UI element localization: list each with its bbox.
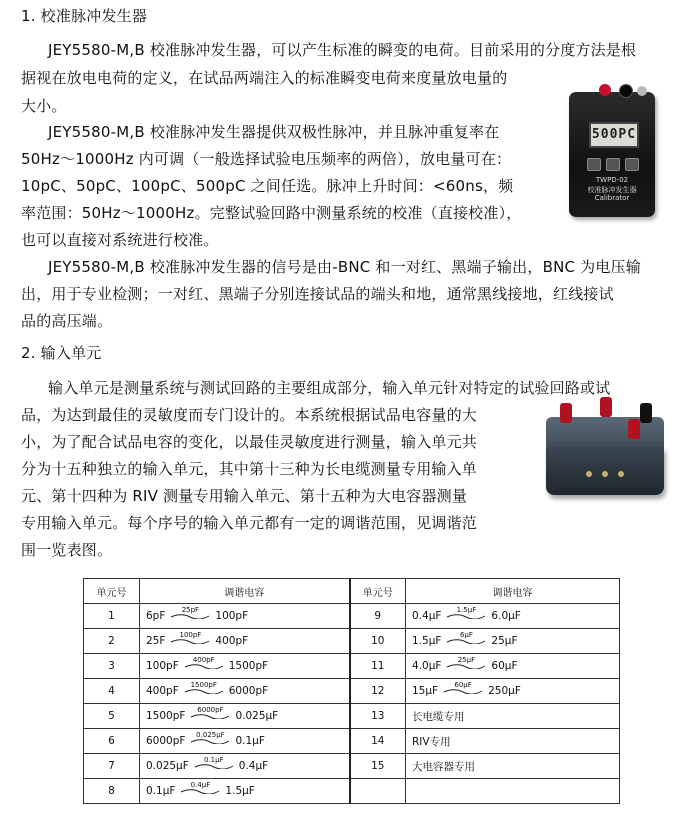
range-mid-label: 0.025μF [196, 731, 225, 739]
calibrator-model-label: TWPD-02 [595, 176, 629, 184]
calibrator-button [625, 158, 639, 171]
range-low-value: 6pF [146, 610, 166, 622]
unit-number: 3 [84, 654, 140, 679]
calibrator-name-label: 校准脉冲发生器 [587, 186, 637, 194]
tuning-cell [406, 654, 620, 679]
range-low-value: 1500pF [146, 710, 186, 722]
paragraph-line: JEY5580-M,B 校准脉冲发生器的信号是由-BNC 和一对红、黑端子输出，BNC 为电压输 [48, 258, 641, 276]
calibrator-body [569, 92, 655, 217]
tuning-range [146, 656, 343, 672]
section-2-heading: 2. 输入单元 [21, 344, 102, 362]
red-terminal [560, 403, 572, 423]
paragraph-line: 围一览表图。 [21, 541, 113, 559]
unit-number: 8 [84, 779, 140, 804]
range-mid-label: 0.4μF [190, 781, 211, 789]
tuning-range [412, 681, 613, 697]
table-row [84, 754, 620, 779]
tuning-range [146, 681, 343, 697]
range-mid-label: 6000pF [197, 706, 224, 714]
tilde-connector-icon [170, 614, 210, 619]
paragraph-line: 品的高压端。 [21, 312, 113, 330]
tuning-cell [406, 604, 620, 629]
range-low-value: 0.025μF [146, 760, 189, 772]
tuning-cell: RIV专用 [406, 729, 620, 754]
tilde-connector-icon [194, 764, 234, 769]
tuning-cell [406, 679, 620, 704]
red-terminal [600, 397, 612, 417]
black-terminal [640, 403, 652, 423]
range-high-value: 1.5μF [225, 785, 255, 797]
tuning-range [146, 706, 343, 722]
unit-number: 4 [84, 679, 140, 704]
tilde-connector-icon [443, 689, 483, 694]
unit-number: 6 [84, 729, 140, 754]
unit-number: 15 [350, 754, 406, 779]
tilde-connector-icon [184, 664, 224, 669]
tuning-cell [406, 629, 620, 654]
red-terminal [628, 419, 640, 439]
tuning-cell [140, 604, 350, 629]
range-mid-value [446, 606, 486, 619]
tilde-connector-icon [446, 664, 486, 669]
tuning-cell [140, 779, 350, 804]
range-mid-label: 25μF [457, 656, 476, 664]
tilde-connector-icon [446, 639, 486, 644]
calibrator-en-label: Calibrator [594, 194, 630, 202]
tuning-cell: 大电容器专用 [406, 754, 620, 779]
range-high-value: 6000pF [228, 685, 269, 697]
black-terminal [619, 84, 633, 98]
red-terminal [599, 84, 611, 96]
calibrator-button [606, 158, 620, 171]
range-mid-value [170, 606, 210, 619]
range-high-value: 250μF [488, 685, 521, 697]
unit-number: 2 [84, 629, 140, 654]
unit-number: 11 [350, 654, 406, 679]
tuning-cell [140, 654, 350, 679]
range-low-value: 25F [146, 635, 166, 647]
unit-number: 7 [84, 754, 140, 779]
range-high-value: 60μF [491, 660, 518, 672]
paragraph-line: 50Hz～1000Hz 内可调（一般选择试验电压频率的两倍），放电量可在： [21, 150, 512, 168]
table-row [84, 729, 620, 754]
table-row [84, 654, 620, 679]
paragraph-line: 也可以直接对系统进行校准。 [21, 231, 219, 249]
unit-number: 14 [350, 729, 406, 754]
calibrator-device-image [563, 80, 663, 222]
paragraph-line: JEY5580-M,B 校准脉冲发生器提供双极性脉冲，并且脉冲重复率在 [48, 123, 500, 141]
range-mid-value [446, 656, 486, 669]
unit-number: 13 [350, 704, 406, 729]
range-mid-label: 400pF [192, 656, 215, 664]
paragraph-line: 出，用于专业检测；一对红、黑端子分别连接试品的端头和地，通常黑线接地，红线接试 [21, 285, 614, 303]
paragraph-line: JEY5580-M,B 校准脉冲发生器，可以产生标准的瞬变的电荷。目前采用的分度方法是根 [48, 41, 637, 59]
tilde-connector-icon [190, 714, 230, 719]
table-row [84, 779, 620, 804]
range-high-value: 6.0μF [491, 610, 521, 622]
tuning-cell [140, 704, 350, 729]
unit-number: 1 [84, 604, 140, 629]
range-mid-value [180, 781, 220, 794]
tuning-range [146, 631, 343, 647]
range-high-value: 100pF [215, 610, 249, 622]
tuning-cell [140, 629, 350, 654]
input-unit-image [540, 395, 670, 505]
range-mid-value [184, 681, 224, 694]
table-header-row [84, 579, 620, 604]
range-low-value: 0.4μF [412, 610, 442, 622]
paragraph-line: 据视在放电电荷的定义，在试品两端注入的标准瞬变电荷来度量放电量的 [21, 69, 508, 87]
tuning-range [146, 756, 343, 772]
unit-number [350, 779, 406, 804]
paragraph-line: 小，为了配合试品电容的变化，以最佳灵敏度进行测量，输入单元共 [21, 433, 478, 451]
paragraph-line: 元、第十四种为 RIV 测量专用输入单元、第十五种为大电容器测量 [21, 487, 468, 505]
calibrator-button [587, 158, 601, 171]
tuning-range [146, 781, 343, 797]
tuning-range-table [83, 578, 620, 804]
connector-dot [602, 471, 608, 477]
tuning-cell: 长电缆专用 [406, 704, 620, 729]
range-high-value: 0.4μF [238, 760, 269, 772]
range-mid-value [170, 631, 210, 644]
paragraph-line: 品，为达到最佳的灵敏度而专门设计的。本系统根据试品电容量的大 [21, 406, 478, 424]
range-low-value: 100pF [146, 660, 179, 672]
tilde-connector-icon [446, 614, 486, 619]
tilde-connector-icon [180, 789, 220, 794]
tuning-range [146, 731, 343, 747]
unit-number: 5 [84, 704, 140, 729]
tilde-connector-icon [170, 639, 210, 644]
header-unit-no: 单元号 [84, 579, 140, 604]
header-unit-no: 单元号 [350, 579, 406, 604]
range-high-value: 400pF [215, 635, 249, 647]
range-high-value: 25μF [491, 635, 518, 647]
tuning-cell [140, 729, 350, 754]
range-mid-value [194, 756, 234, 769]
range-low-value: 15μF [412, 685, 439, 697]
range-high-value: 0.025μF [235, 710, 279, 722]
table-row [84, 604, 620, 629]
paragraph-line: 10pC、50pC、100pC、500pC 之间任选。脉冲上升时间：<60ns，频 [21, 177, 514, 195]
range-mid-value [190, 706, 230, 719]
section-1-heading: 1. 校准脉冲发生器 [21, 7, 148, 25]
unit-number: 9 [350, 604, 406, 629]
tuning-range [412, 631, 613, 647]
table-row [84, 704, 620, 729]
range-mid-label: 1500pF [190, 681, 217, 689]
tuning-range [412, 606, 613, 622]
tuning-range [412, 656, 613, 672]
range-mid-value [446, 631, 486, 644]
table-row [84, 679, 620, 704]
range-low-value: 6000pF [146, 735, 186, 747]
connector-dot [618, 471, 624, 477]
tuning-cell [140, 754, 350, 779]
range-high-value: 1500pF [228, 660, 269, 672]
unit-number: 12 [350, 679, 406, 704]
tilde-connector-icon [190, 739, 230, 744]
range-mid-label: 0.1μF [203, 756, 224, 764]
range-high-value: 0.1μF [235, 735, 265, 747]
tilde-connector-icon [184, 689, 224, 694]
range-mid-label: 100pF [179, 631, 202, 639]
calibrator-display: 500PC [589, 122, 639, 148]
tuning-cell [406, 779, 620, 804]
paragraph-line: 率范围：50Hz～1000Hz。完整试验回路中测量系统的校准（直接校准）， [21, 204, 522, 222]
paragraph-line: 大小。 [21, 97, 67, 115]
header-tuning-capacitance: 调谐电容 [140, 579, 350, 604]
paragraph-line: 分为十五种独立的输入单元，其中第十三种为长电缆测量专用输入单 [21, 460, 478, 478]
range-mid-value [184, 656, 224, 669]
connector-dot [586, 471, 592, 477]
unit-number: 10 [350, 629, 406, 654]
range-mid-label: 1.5μF [456, 606, 477, 614]
range-mid-label: 6μF [459, 631, 473, 639]
range-low-value: 1.5μF [412, 635, 442, 647]
range-low-value: 4.0μF [412, 660, 442, 672]
tuning-cell [140, 679, 350, 704]
bnc-connector [637, 86, 647, 96]
table-row [84, 629, 620, 654]
range-mid-value [190, 731, 230, 744]
range-mid-value [443, 681, 483, 694]
range-low-value: 400pF [146, 685, 179, 697]
header-tuning-capacitance: 调谐电容 [406, 579, 620, 604]
tuning-range [146, 606, 343, 622]
range-mid-label: 25pF [181, 606, 200, 614]
range-low-value: 0.1μF [146, 785, 176, 797]
range-mid-label: 60μF [454, 681, 472, 689]
paragraph-line: 输入单元是测量系统与测试回路的主要组成部分，输入单元针对特定的试验回路或试 [48, 379, 611, 397]
paragraph-line: 专用输入单元。每个序号的输入单元都有一定的调谐范围，见调谐范 [21, 514, 478, 532]
